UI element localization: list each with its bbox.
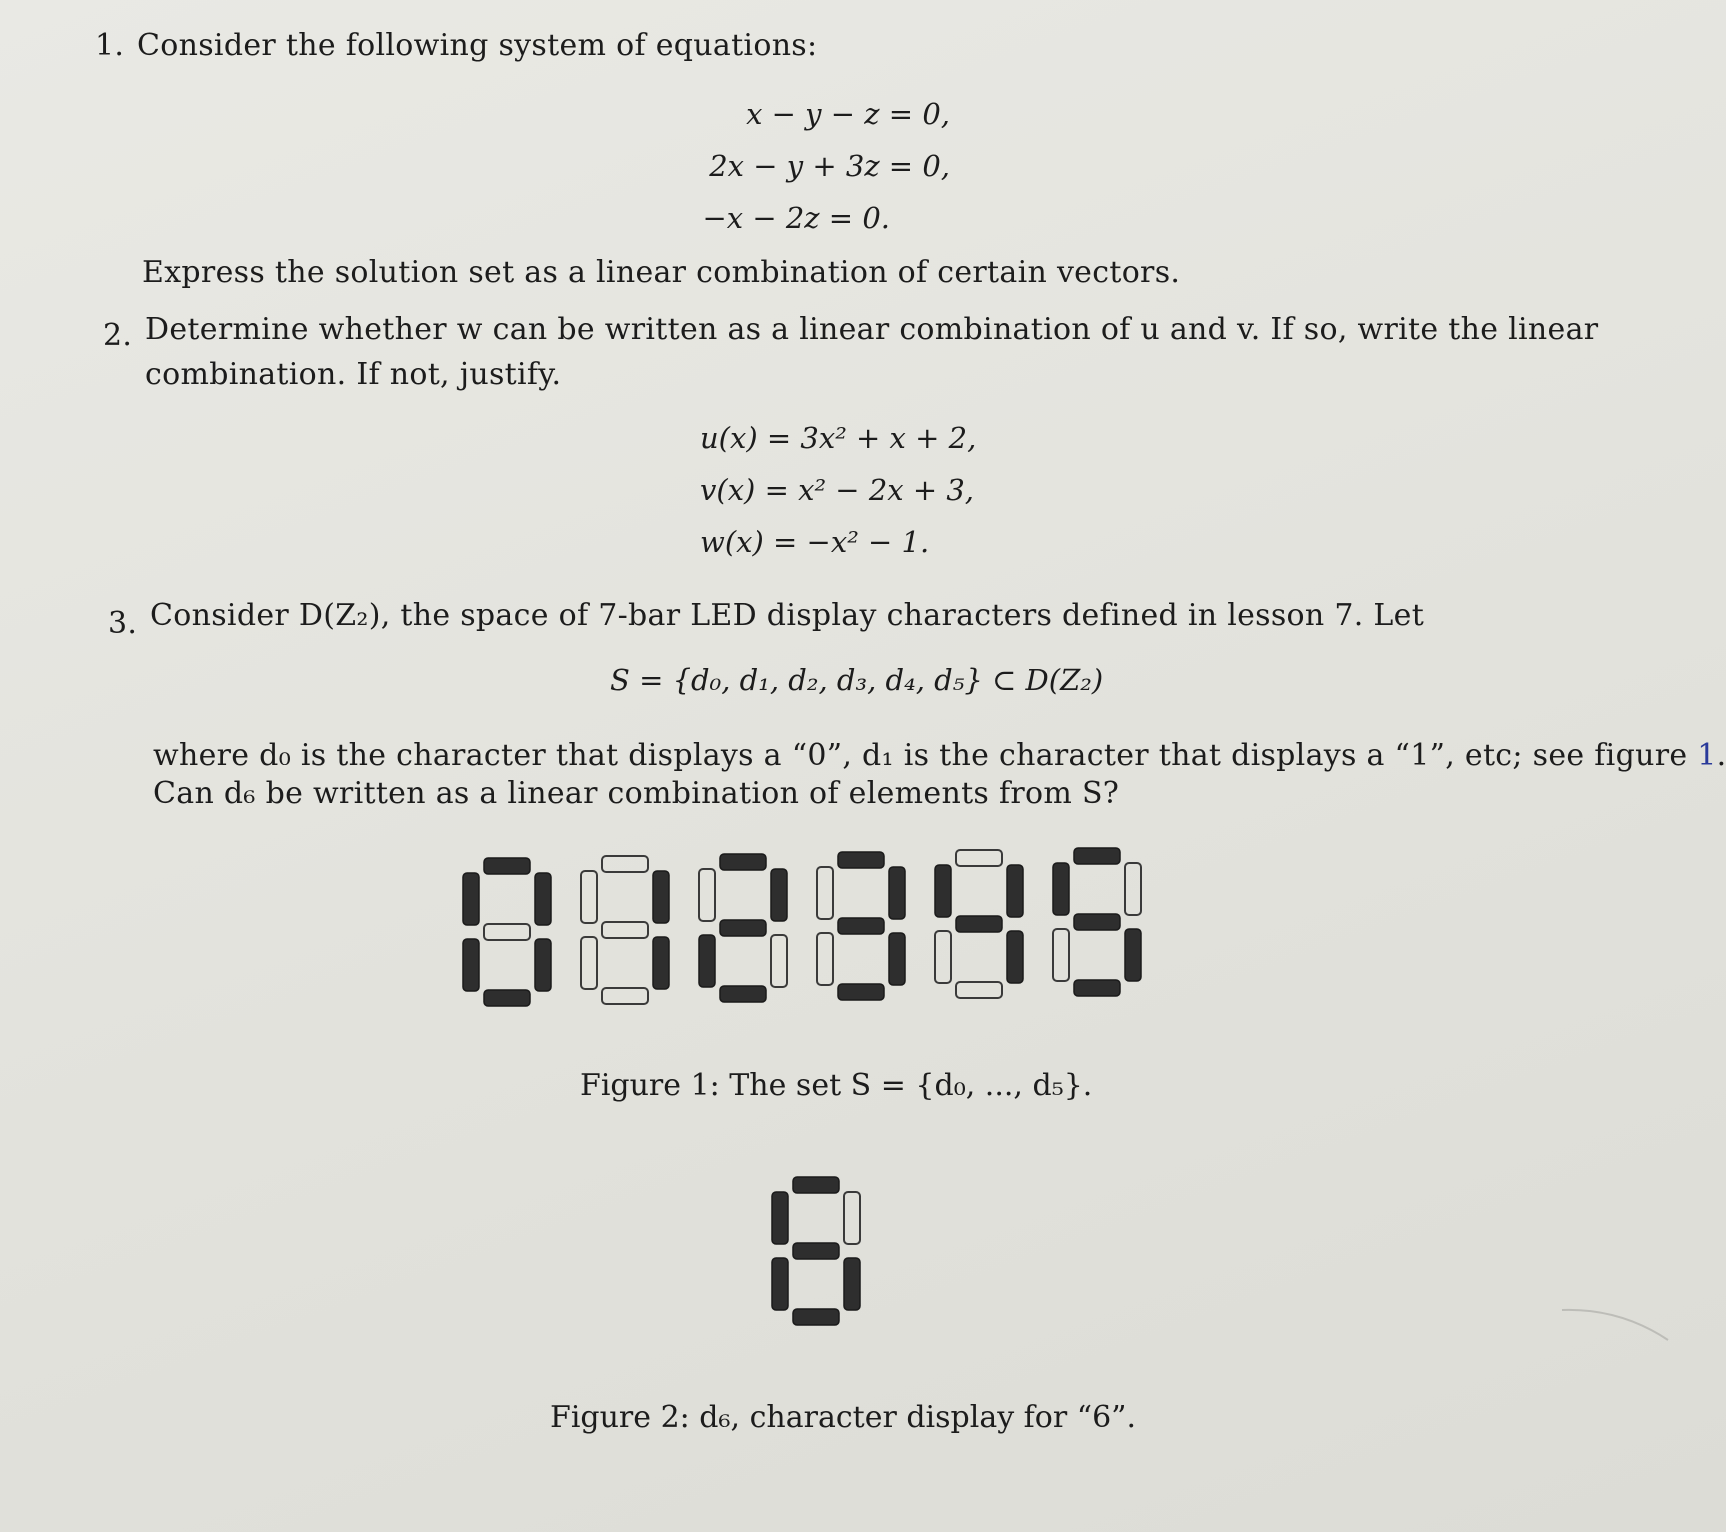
figure-1-led-digits — [455, 840, 1155, 1020]
segment-b-on — [771, 869, 787, 921]
problem-3-line3-end: . — [1716, 738, 1726, 773]
segment-c-on — [653, 937, 669, 989]
segment-a-off — [602, 856, 648, 872]
segment-a-on — [720, 854, 766, 870]
segment-b-off — [1125, 863, 1141, 915]
led-digit-d1 — [581, 856, 669, 1004]
problem-3-line4: Can d₆ be written as a linear combination of elements from S? — [153, 776, 1120, 811]
segment-f-on — [1053, 863, 1069, 915]
segment-a-on — [793, 1177, 839, 1193]
segment-c-on — [844, 1258, 860, 1310]
led-digit-d5 — [1053, 848, 1141, 996]
problem-3-number: 3. — [108, 606, 138, 641]
segment-e-off — [935, 931, 951, 983]
segment-b-on — [889, 867, 905, 919]
equation-3: −x − 2z = 0. — [702, 201, 890, 235]
segment-e-off — [581, 937, 597, 989]
segment-e-off — [817, 933, 833, 985]
segment-d-on — [793, 1309, 839, 1325]
segment-c-on — [1007, 931, 1023, 983]
equation-v: v(x) = x² − 2x + 3, — [700, 473, 975, 507]
figure-2-led-digit — [760, 1165, 880, 1345]
led-digit-d0 — [463, 858, 551, 1006]
segment-a-on — [1074, 848, 1120, 864]
led-digit-d6 — [772, 1177, 860, 1325]
segment-g-off — [602, 922, 648, 938]
segment-f-off — [699, 869, 715, 921]
segment-b-off — [844, 1192, 860, 1244]
pen-mark — [1560, 1300, 1670, 1360]
segment-a-on — [838, 852, 884, 868]
equation-u: u(x) = 3x² + x + 2, — [700, 421, 977, 455]
segment-d-on — [1074, 980, 1120, 996]
problem-1-equations — [680, 88, 950, 244]
segment-e-on — [772, 1258, 788, 1310]
segment-g-on — [956, 916, 1002, 932]
segment-b-on — [1007, 865, 1023, 917]
problem-3-line3 — [153, 738, 1726, 773]
segment-d-off — [956, 982, 1002, 998]
segment-a-off — [956, 850, 1002, 866]
segment-f-on — [772, 1192, 788, 1244]
segment-f-on — [463, 873, 479, 925]
segment-c-on — [535, 939, 551, 991]
led-digit-d3 — [817, 852, 905, 1000]
segment-d-off — [602, 988, 648, 1004]
problem-2-equations — [700, 412, 980, 568]
figure-2-caption: Figure 2: d₆, character display for “6”. — [550, 1400, 1137, 1435]
segment-d-on — [720, 986, 766, 1002]
segment-e-on — [699, 935, 715, 987]
segment-e-off — [1053, 929, 1069, 981]
problem-3-line1: Consider D(Z₂), the space of 7-bar LED display characters defined in lesson 7. Let — [150, 598, 1425, 633]
equation-2: 2x − y + 3z = 0, — [709, 149, 950, 183]
figure-1-caption: Figure 1: The set S = {d₀, ..., d₅}. — [580, 1068, 1093, 1103]
problem-1-question: Express the solution set as a linear combination of certain vectors. — [142, 255, 1181, 290]
segment-d-on — [484, 990, 530, 1006]
segment-b-on — [535, 873, 551, 925]
segment-g-on — [1074, 914, 1120, 930]
segment-f-off — [817, 867, 833, 919]
problem-1-intro: Consider the following system of equations: — [137, 28, 818, 63]
segment-c-on — [1125, 929, 1141, 981]
problem-2-number: 2. — [103, 318, 133, 353]
equation-w: w(x) = −x² − 1. — [700, 525, 930, 559]
segment-g-on — [720, 920, 766, 936]
segment-g-off — [484, 924, 530, 940]
segment-c-off — [771, 935, 787, 987]
segment-d-on — [838, 984, 884, 1000]
segment-a-on — [484, 858, 530, 874]
segment-f-off — [581, 871, 597, 923]
segment-e-on — [463, 939, 479, 991]
segment-g-on — [838, 918, 884, 934]
led-digit-d4 — [935, 850, 1023, 998]
segment-b-on — [653, 871, 669, 923]
equation-1: x − y − z = 0, — [746, 97, 950, 131]
problem-1-number: 1. — [95, 28, 125, 63]
segment-c-on — [889, 933, 905, 985]
set-definition: S = {d₀, d₁, d₂, d₃, d₄, d₅} ⊂ D(Z₂) — [610, 663, 1104, 697]
segment-g-on — [793, 1243, 839, 1259]
led-digit-d2 — [699, 854, 787, 1002]
problem-3-line3-text: where d₀ is the character that displays a “0”, d₁ is the character that displays a “1”, etc; see figure — [153, 738, 1698, 773]
figure-1-reference[interactable]: 1 — [1697, 738, 1717, 773]
problem-2-line1: Determine whether w can be written as a linear combination of u and v. If so, write the linear — [145, 312, 1599, 347]
problem-2-line2: combination. If not, justify. — [145, 357, 562, 392]
segment-f-on — [935, 865, 951, 917]
